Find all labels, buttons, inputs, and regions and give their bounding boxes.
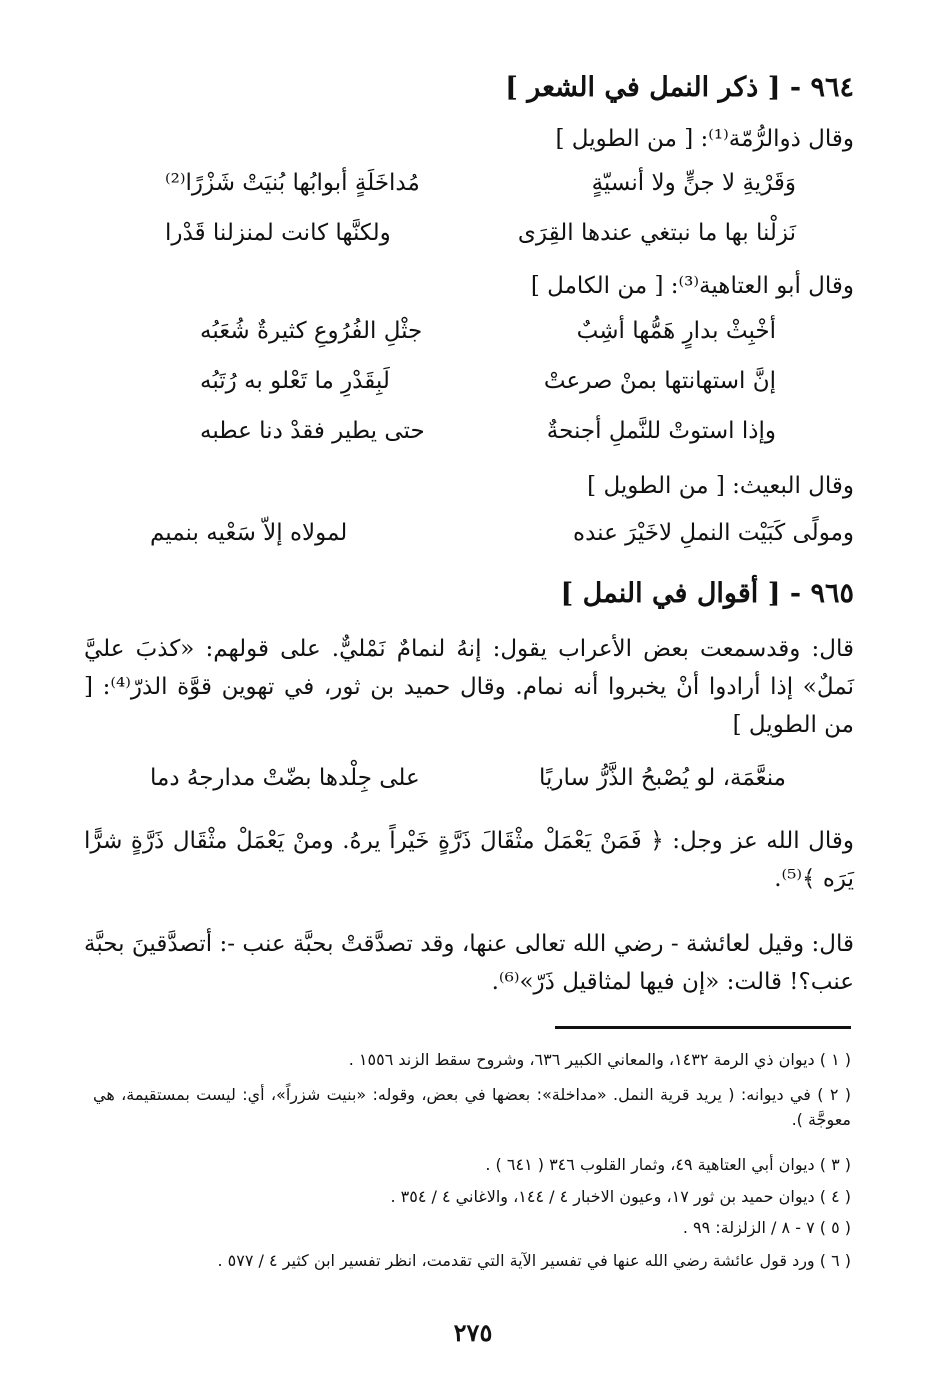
footnote-2: ( ٢ ) في ديوانه: ( يريد قرية النمل. «مداخلة»: بعضها في بعض، وقوله: «بنيت شزراً»، أي: ليست بمستقيمة، هي معوجَّة ). <box>93 1085 851 1129</box>
paragraph-bedouin-saying: قال: وقدسمعت بعض الأعراب يقول: إنهُ لنمامٌ نَمْليٌّ. على قولهم: «كذبَ عليَّ نَملٌ» إذا أرادوا أنْ يخبروا أنه نمام. وقال حميد بن ثور، في تهوين قوَّة الذرّ⁽⁴⁾: [ من الطويل ] <box>84 636 854 738</box>
section-heading-964: ٩٦٤ - [ ذكر النمل في الشعر ] <box>505 72 854 103</box>
verse-7-left-hemistich: على جِلْدها بضّتْ مدارجهُ دما <box>150 765 420 791</box>
footnote-separator <box>555 1026 851 1029</box>
verse-4-right-hemistich: إنَّ استهانتها بمنْ صرعتْ <box>543 368 776 394</box>
footnote-6: ( ٦ ) ورد قول عائشة رضي الله عنها في تفسير الآية التي تقدمت، انظر تفسير ابن كثير ٤ / ٥٧٧ . <box>217 1251 851 1270</box>
verse-4-left-hemistich: لَبِقَدْرِ ما تَعْلو به رُتَبُه <box>200 368 390 394</box>
poem-intro-al-baith: وقال البعيث: [ من الطويل ] <box>587 473 854 499</box>
verse-7-right-hemistich: منعَّمَة، لو يُصْبحُ الذَّرُّ ساريًا <box>538 765 786 791</box>
verse-6-left-hemistich: لمولاه إلاّ سَعْيه بنميم <box>150 520 348 546</box>
paragraph-quran-verse: وقال الله عز وجل: ﴿ فَمَنْ يَعْمَلْ مثْقَالَ ذَرَّةٍ خَيْراً يرهُ. ومنْ يَعْمَلْ مثْقَال ذَرَّةٍ شرًّا يَرَه ﴾⁽⁵⁾. <box>84 828 854 892</box>
verse-2-right-hemistich: نَزلْنا بها ما نبتغي عندها القِرَى <box>517 220 796 246</box>
verse-5-right-hemistich: وإذا استوتْ للنَّملِ أجنحةٌ <box>546 418 776 444</box>
poem-intro-abu-al-atahiya: وقال أبو العتاهية⁽³⁾: [ من الكامل ] <box>530 273 854 299</box>
footnote-4: ( ٤ ) ديوان حميد بن ثور ١٧، وعيون الاخبار ٤ / ١٤٤، والاغاني ٤ / ٣٥٤ . <box>390 1187 851 1206</box>
verse-1-right-hemistich: وَقَرْيةِ لا جنٍّ ولا أنسيّةٍ <box>591 170 796 196</box>
footnote-1: ( ١ ) ديوان ذي الرمة ١٤٣٢، والمعاني الكبير ٦٣٦، وشروح سقط الزند ١٥٥٦ . <box>348 1050 851 1069</box>
section-heading-965: ٩٦٥ - [ أقوال في النمل ] <box>560 578 854 609</box>
verse-5-left-hemistich: حتى يطير فقدْ دنا عطبه <box>200 418 425 444</box>
verse-3-right-hemistich: أخْبِثْ بدارٍ هَمُّها أشِبٌ <box>576 318 776 344</box>
footnote-5: ( ٥ ) ٧ - ٨ / الزلزلة: ٩٩ . <box>682 1218 851 1237</box>
verse-3-left-hemistich: جثْلِ الفُرُوعِ كثيرةٌ شُعَبُه <box>200 318 423 344</box>
poem-intro-dhu-al-rumma: وقال ذوالرُّمّة⁽¹⁾: [ من الطويل ] <box>555 126 854 152</box>
verse-2-left-hemistich: ولكنَّها كانت لمنزلنا قَدْرا <box>165 220 391 246</box>
paragraph-aisha-saying: قال: وقيل لعائشة - رضي الله تعالى عنها، وقد تصدَّقتْ بحبَّة عنب -: أتصدَّقينَ بحبَّة عنب؟! قالت: «إن فيها لمثاقيل ذَرّ»⁽⁶⁾. <box>84 931 854 995</box>
verse-1-left-hemistich: مُداخَلَةٍ أبوابُها بُنيَتْ شَزْرًا⁽²⁾ <box>165 170 420 196</box>
verse-6-right-hemistich: ومولًى كَبَيْت النملِ لاخَيْرَ عنده <box>573 520 854 546</box>
footnote-3: ( ٣ ) ديوان أبي العتاهية ٤٩، وثمار القلوب ٣٤٦ ( ٦٤١ ) . <box>485 1155 851 1174</box>
page-number: ٢٧٥ <box>453 1318 493 1347</box>
